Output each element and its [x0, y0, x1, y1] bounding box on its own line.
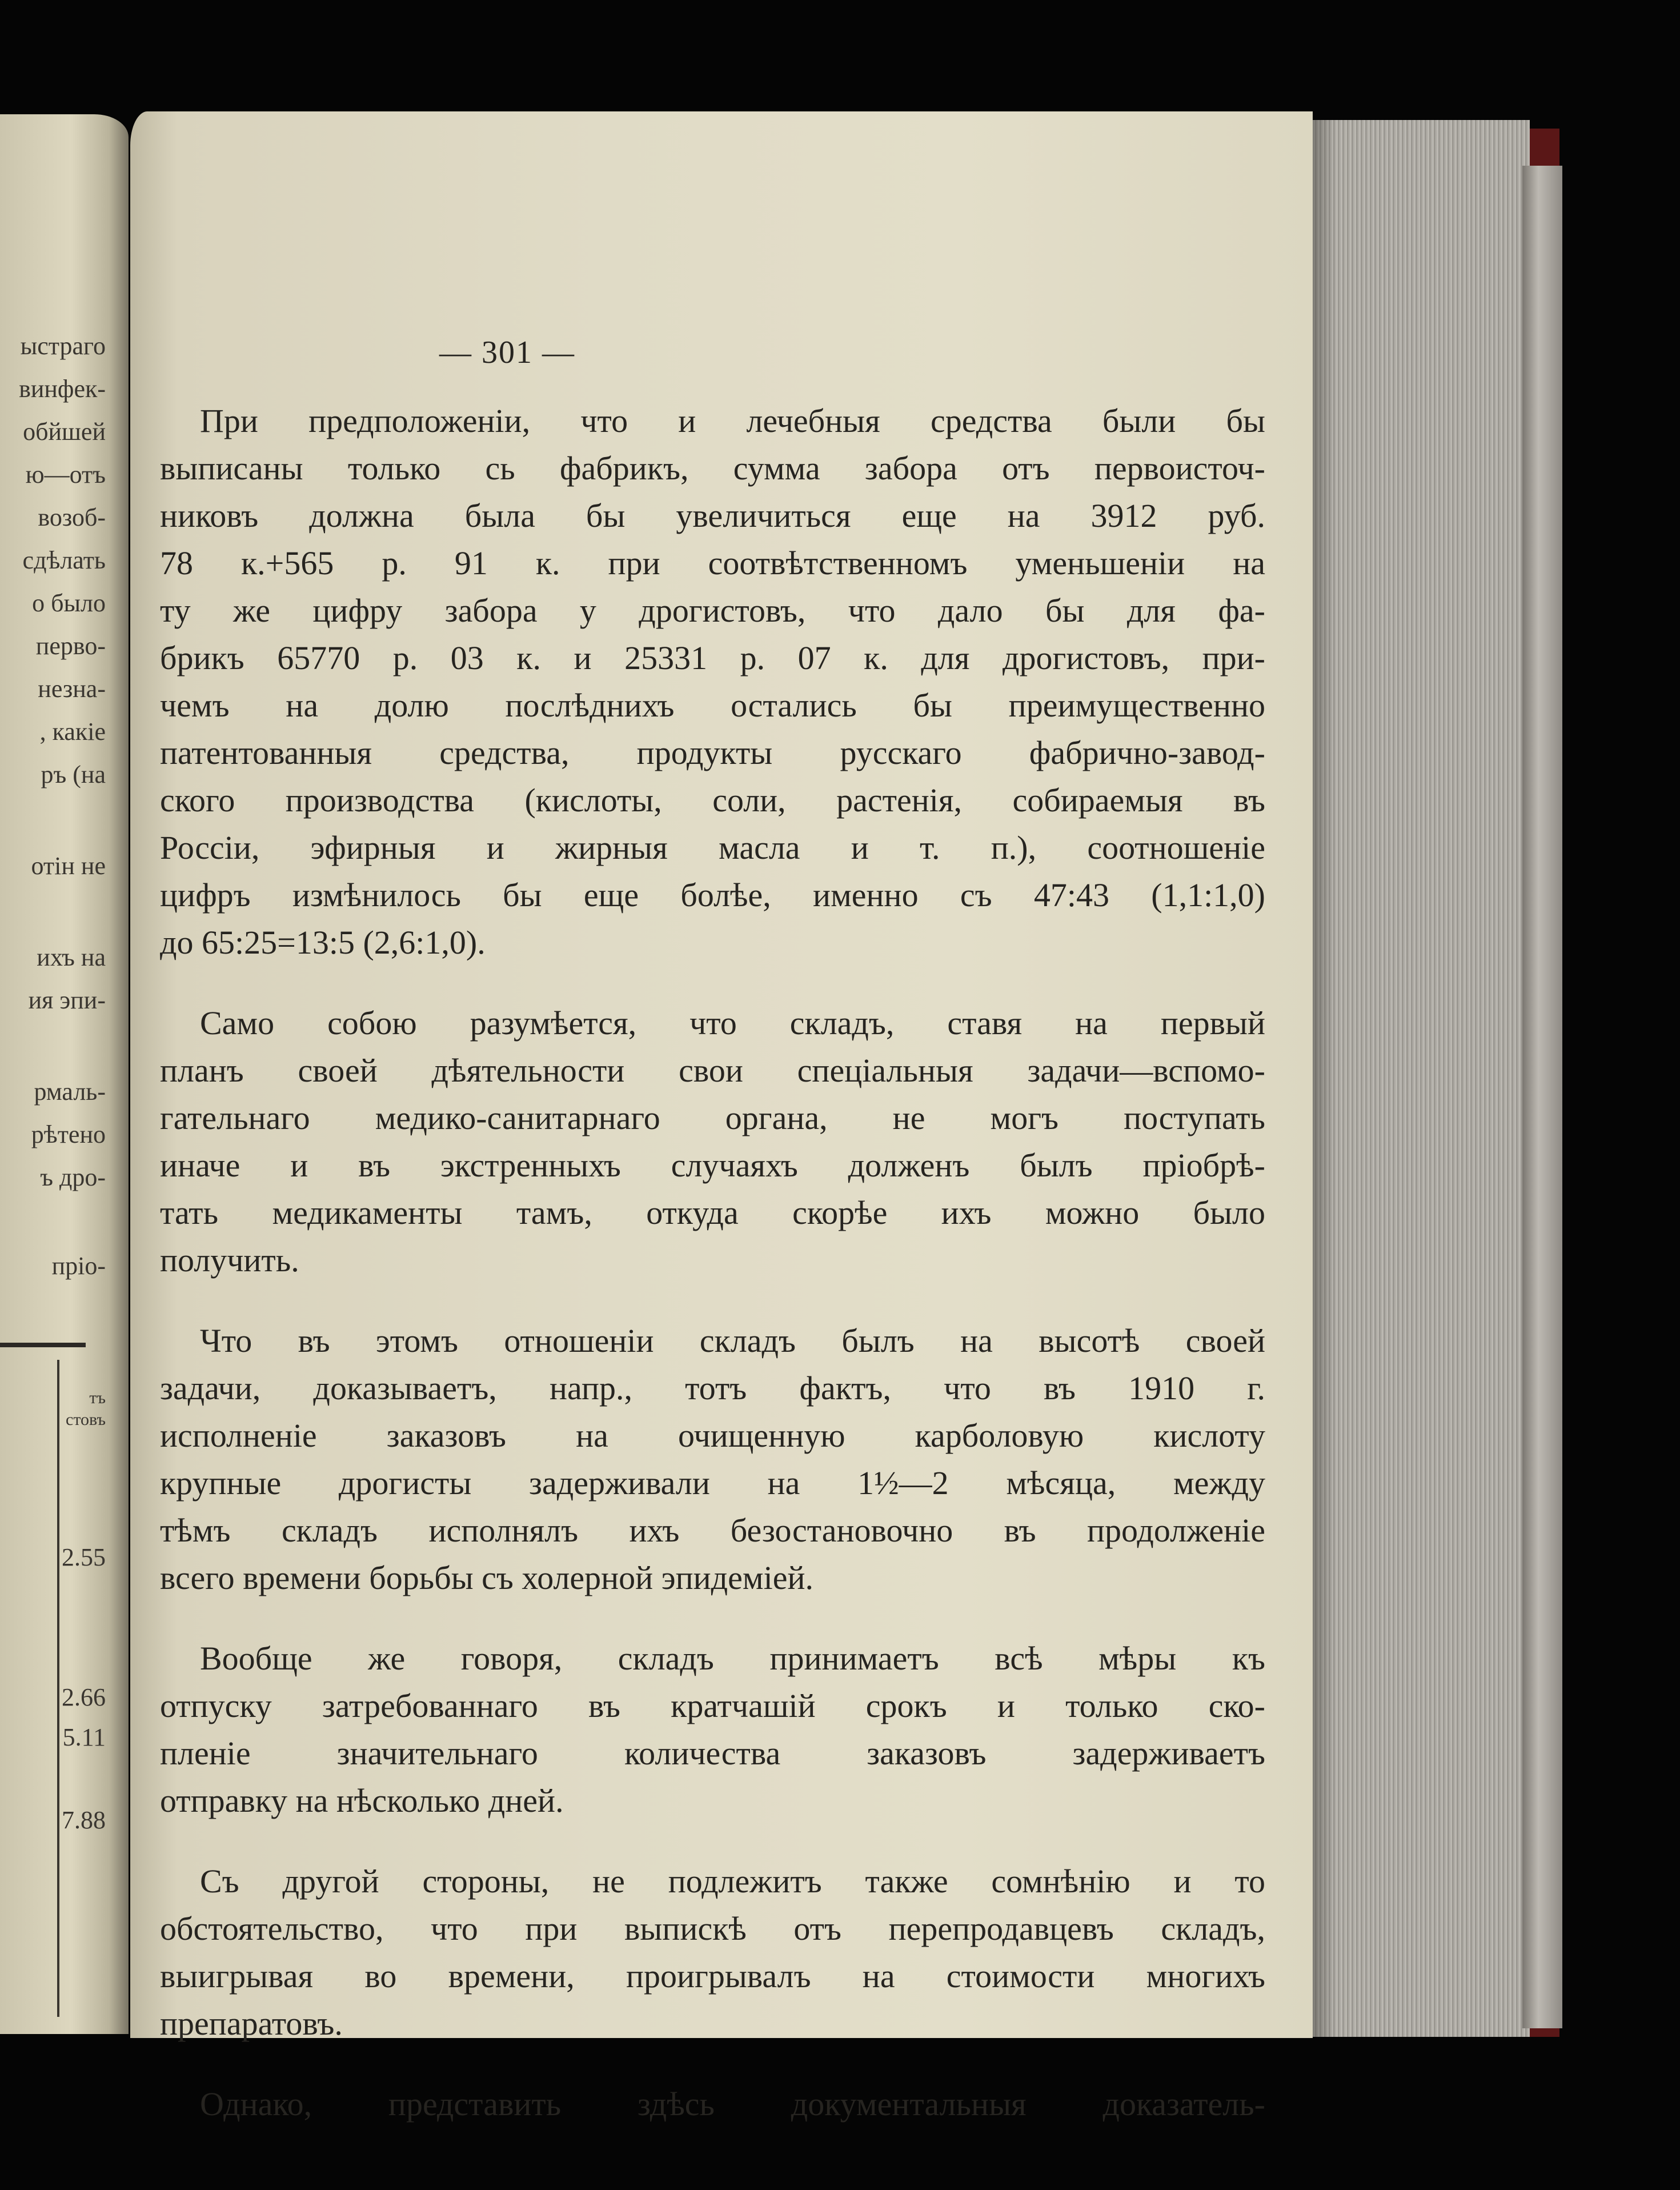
text-line: Вообще же говоря, складъ принимаетъ всѣ мѣры къ	[200, 1640, 1265, 1677]
left-page-line: пріо-	[51, 1252, 106, 1280]
book-board-edge	[1522, 166, 1562, 2028]
text-line: гательнаго медико-санитарнаго органа, не могъ поступать	[160, 1099, 1265, 1136]
paragraph	[160, 397, 1265, 966]
left-page-line: ыстраго	[20, 332, 106, 360]
left-page-line: возоб-	[38, 503, 106, 531]
previous-page	[0, 114, 129, 2034]
left-page-line: о было	[32, 589, 106, 617]
text-line: исполненіе заказовъ на очищенную карболовую кислоту	[160, 1417, 1265, 1454]
text-line: крупные дрогисты задерживали на 1½—2 мѣсяца, между	[160, 1464, 1265, 1502]
left-page-line: обйшей	[23, 418, 106, 446]
text-line: отправку на нѣсколько дней.	[160, 1782, 564, 1819]
left-table-value: 5.11	[62, 1723, 106, 1751]
text-line: обстоятельство, что при выпискѣ отъ перепродавцевъ складъ,	[160, 1910, 1265, 1947]
left-page-line: рѣтено	[31, 1120, 106, 1148]
text-line: всего времени борьбы съ холерной эпидеміей.	[160, 1559, 814, 1596]
left-page-line: сдѣлать	[22, 546, 106, 574]
page-body	[160, 397, 1265, 2128]
paragraph	[160, 1317, 1265, 1602]
paragraph	[160, 2080, 1265, 2128]
text-line: выигрывая во времени, проигрывалъ на стоимости многихъ	[160, 1957, 1265, 1995]
left-table-header: тъ	[89, 1388, 106, 1407]
paragraph	[160, 1635, 1265, 1824]
text-line: пленіе значительнаго количества заказовъ задерживаетъ	[160, 1735, 1265, 1772]
text-line: патентованныя средства, продукты русскаго фабрично-завод-	[160, 734, 1265, 771]
paragraph	[160, 1857, 1265, 2047]
text-line: тать медикаменты тамъ, откуда скорѣе ихъ можно было	[160, 1194, 1265, 1231]
text-line: брикъ 65770 р. 03 к. и 25331 р. 07 к. для дрогистовъ, при-	[160, 639, 1265, 676]
text-line: 78 к.+565 р. 91 к. при соотвѣтственномъ уменьшеніи на	[160, 545, 1265, 582]
text-line: Что въ этомъ отношеніи складъ былъ на высотѣ своей	[200, 1322, 1265, 1359]
text-line: до 65:25=13:5 (2,6:1,0).	[160, 924, 486, 961]
text-line: иначе и въ экстренныхъ случаяхъ долженъ былъ пріобрѣ-	[160, 1147, 1265, 1184]
text-line: цифръ измѣнилось бы еще болѣе, именно съ 47:43 (1,1:1,0)	[160, 876, 1265, 914]
left-page-line: , какіе	[39, 718, 106, 746]
left-page-line: ия эпи-	[28, 986, 106, 1014]
text-line: никовъ должна была бы увеличиться еще на 3912 руб.	[160, 497, 1265, 534]
text-line: Однако, представить здѣсь документальныя доказатель-	[200, 2085, 1265, 2123]
text-line: получить.	[160, 1242, 299, 1279]
left-page-line: перво-	[35, 632, 106, 660]
text-line: ского производства (кислоты, соли, растенія, собираемыя въ	[160, 782, 1265, 819]
left-table-value: 7.88	[62, 1806, 106, 1834]
text-line: тѣмъ складъ исполнялъ ихъ безостановочно въ продолженіе	[160, 1512, 1265, 1549]
text-line: выписаны только сь фабрикъ, сумма забора отъ первоисточ-	[160, 450, 1265, 487]
text-line: препаратовъ.	[160, 2005, 343, 2042]
left-page-line: ю—отъ	[25, 461, 106, 489]
fore-edge-shadow	[1313, 120, 1336, 2037]
book-page	[130, 111, 1313, 2123]
left-table-value: 2.66	[62, 1683, 106, 1711]
text-line: Само собою разумѣется, что складъ, ставя на первый	[200, 1004, 1265, 1042]
text-line: Съ другой стороны, не подлежитъ также сомнѣнію и то	[200, 1863, 1265, 1900]
text-line: чемъ на долю послѣднихъ остались бы преимущественно	[160, 687, 1265, 724]
text-line: При предположеніи, что и лечебныя средства были бы	[200, 402, 1265, 439]
paragraph	[160, 999, 1265, 1284]
text-line: отпуску затребованнаго въ кратчашій срокъ и только ско-	[160, 1687, 1265, 1724]
page-fore-edge	[1313, 120, 1530, 2037]
text-line: ту же цифру забора у дрогистовъ, что дало бы для фа-	[160, 592, 1265, 629]
page-number: — 301 —	[439, 335, 575, 370]
left-page-line: винфек-	[19, 375, 106, 403]
text-line: Россіи, эфирныя и жирныя масла и т. п.), соотношеніе	[160, 829, 1265, 866]
left-page-line: незна-	[38, 675, 106, 703]
left-page-line: ръ (на	[41, 760, 106, 788]
left-table-value: 2.55	[62, 1543, 106, 1571]
left-table-header: стовъ	[66, 1410, 106, 1429]
left-table-vrule	[57, 1360, 59, 2017]
text-line: задачи, доказываетъ, напр., тотъ фактъ, что въ 1910 г.	[160, 1370, 1265, 1407]
left-page-line: ихъ на	[37, 943, 106, 971]
text-line: планъ своей дѣятельности свои спеціальныя задачи—вспомо-	[160, 1052, 1265, 1089]
left-page-line: рмаль-	[34, 1078, 106, 1106]
left-table-rule	[0, 1343, 86, 1347]
left-page-line: ъ дро-	[40, 1163, 106, 1191]
left-page-line: отін не	[31, 852, 106, 880]
